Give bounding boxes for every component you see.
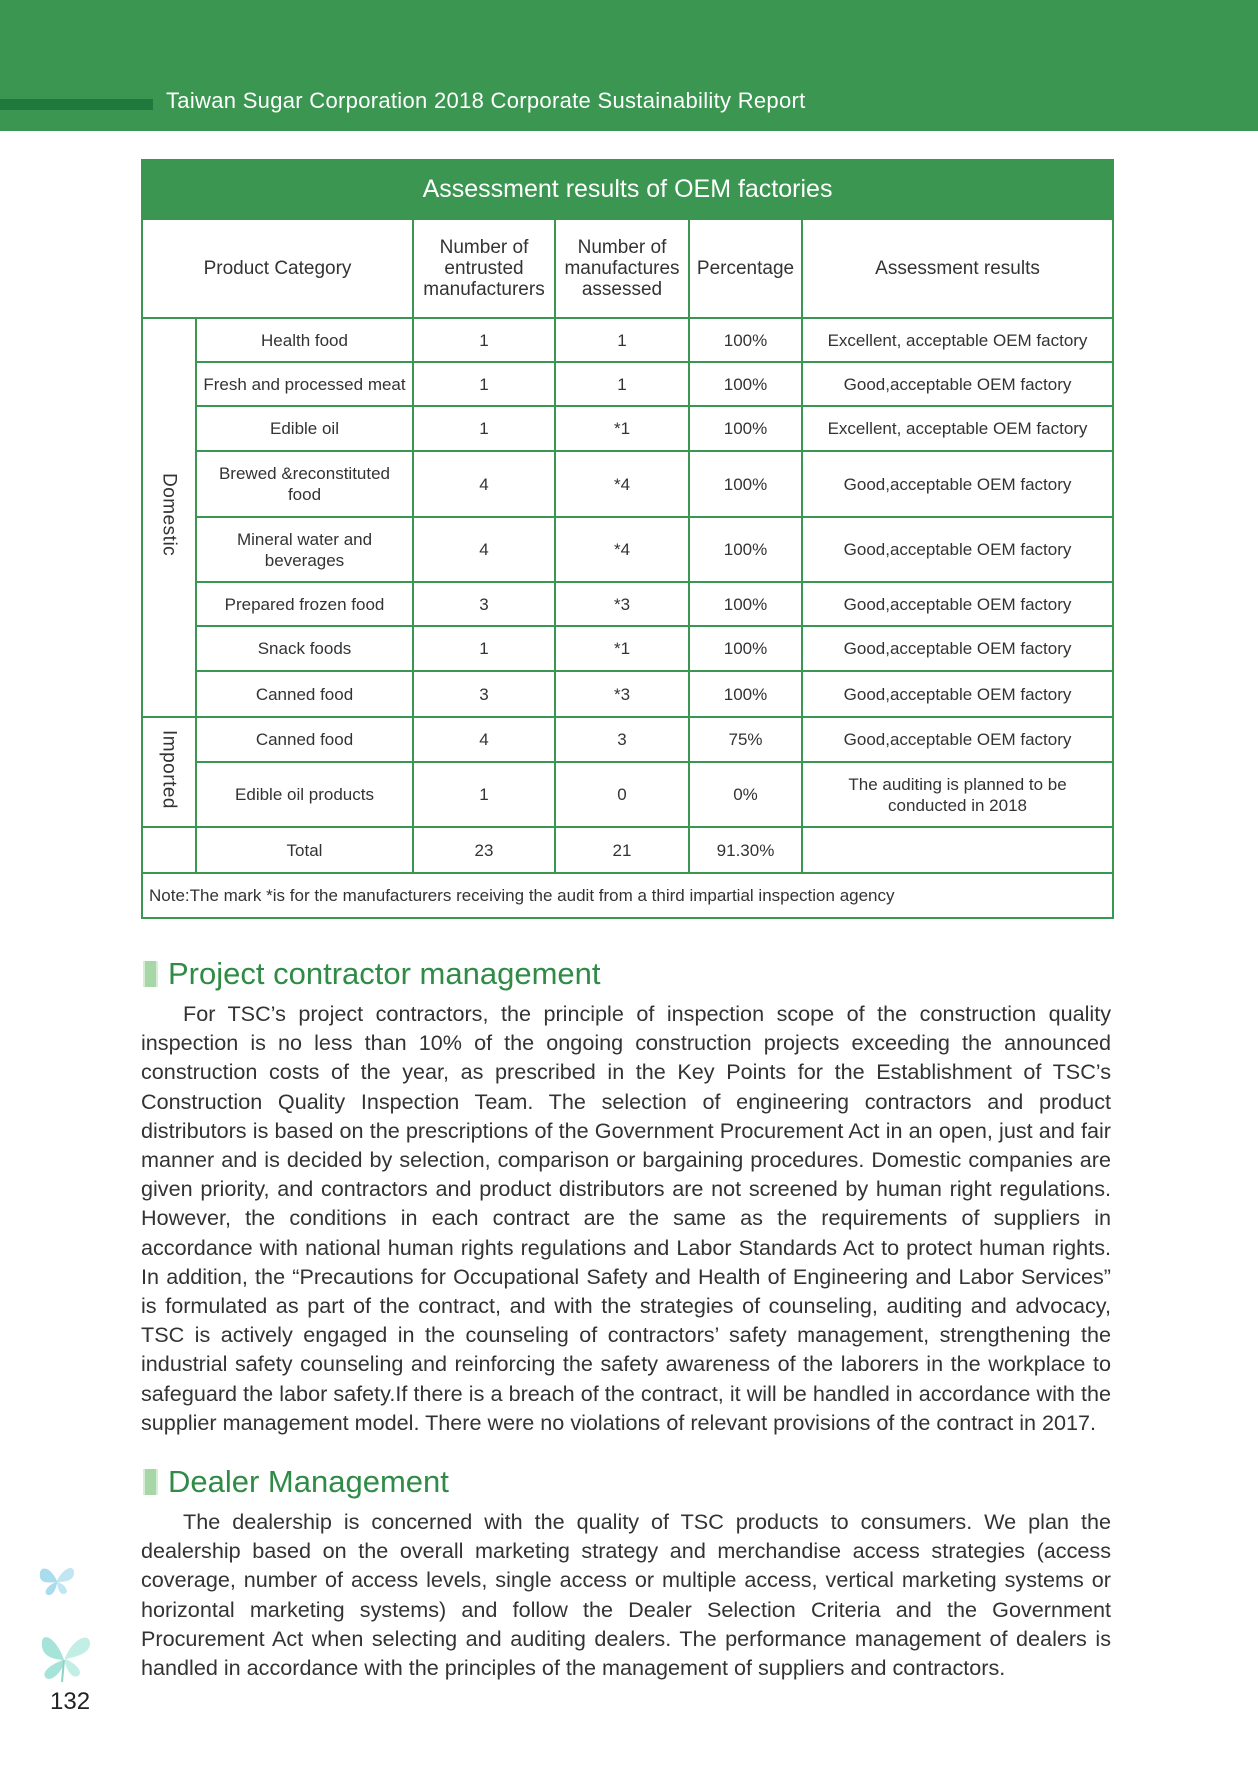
result-cell: Good,acceptable OEM factory — [802, 362, 1113, 406]
column-header: Number of entrusted manufacturers — [413, 219, 555, 318]
result-cell: The auditing is planned to be conducted in 2018 — [802, 762, 1113, 827]
table-row — [142, 762, 1113, 827]
assessed-cell: *3 — [555, 582, 689, 626]
category-cell: Canned food — [196, 671, 413, 717]
section-bar-icon — [143, 961, 158, 987]
category-cell: Edible oil products — [196, 762, 413, 827]
percentage-cell: 100% — [689, 318, 802, 362]
result-cell: Good,acceptable OEM factory — [802, 517, 1113, 582]
table-row — [142, 451, 1113, 517]
blank-cell — [802, 827, 1113, 873]
assessed-cell: *4 — [555, 451, 689, 517]
result-cell: Good,acceptable OEM factory — [802, 626, 1113, 671]
section-heading-text: Project contractor management — [168, 956, 601, 991]
result-cell: Excellent, acceptable OEM factory — [802, 406, 1113, 451]
result-cell: Good,acceptable OEM factory — [802, 671, 1113, 717]
paragraph-project-contractor: For TSC’s project contractors, the principle of inspection scope of the construction quality inspection is no less than 10% of the ongoing construction projects exceeding the announced construction costs of the year, as prescribed in the Key Points for the Establishment of TSC’s Construction Quality Inspection Team. The selection of engineering contractors and product distributors is based on the prescriptions of the Government Procurement Act in an open, just and fair manner and is decided by selection, comparison or bargaining procedures. Domestic companies are given priority, and contractors and product distributors are not screened by human right regulations. However, the conditions in each contract are the same as the requirements of suppliers in accordance with national human rights regulations and Labor Standards Act to protect human rights. In addition, the “Precautions for Occupational Safety and Health of Engineering and Labor Services” is formulated as part of the contract, and with the strategies of counseling, auditing and advocacy, TSC is actively engaged in the counseling of contractors’ safety management, strengthening the industrial safety counseling and reinforcing the safety awareness of the laborers in the workplace to safeguard the labor safety.If there is a breach of the contract, it will be handled in accordance with the supplier management model. There were no violations of relevant provisions of the contract in 2017. — [141, 1001, 1111, 1435]
region-label: Domestic — [158, 473, 180, 557]
total-assessed: 21 — [555, 827, 689, 873]
table-title: Assessment results of OEM factories — [142, 160, 1113, 219]
butterfly-icon — [36, 1563, 78, 1599]
column-header: Percentage — [689, 219, 802, 318]
category-cell: Health food — [196, 318, 413, 362]
entrusted-cell: 4 — [413, 451, 555, 517]
entrusted-cell: 1 — [413, 362, 555, 406]
assessed-cell: 1 — [555, 362, 689, 406]
table-note: Note:The mark *is for the manufacturers receiving the audit from a third impartial inspection agency — [142, 873, 1113, 918]
assessed-cell: 0 — [555, 762, 689, 827]
percentage-cell: 100% — [689, 626, 802, 671]
category-cell: Fresh and processed meat — [196, 362, 413, 406]
result-cell: Excellent, acceptable OEM factory — [802, 318, 1113, 362]
percentage-cell: 0% — [689, 762, 802, 827]
section-heading-project-contractor — [143, 956, 601, 992]
paragraph-dealer: The dealership is concerned with the quality of TSC products to consumers. We plan the dealership based on the overall marketing strategy and merchandise access strategies (access coverage, number of access levels, single access or multiple access, vertical marketing systems or horizontal marketing systems) and follow the Dealer Selection Criteria and the Government Procurement Act when selecting and auditing dealers. The performance management of dealers is handled in accordance with the principles of the management of suppliers and contractors. — [141, 1509, 1111, 1681]
category-cell: Mineral water and beverages — [196, 517, 413, 582]
column-header: Number of manufactures assessed — [555, 219, 689, 318]
entrusted-cell: 3 — [413, 671, 555, 717]
category-cell: Edible oil — [196, 406, 413, 451]
category-cell: Brewed &reconstituted food — [196, 451, 413, 517]
table-row — [142, 671, 1113, 717]
header-accent-line — [0, 99, 153, 110]
entrusted-cell: 4 — [413, 517, 555, 582]
category-cell: Prepared frozen food — [196, 582, 413, 626]
assessed-cell: 3 — [555, 717, 689, 762]
percentage-cell: 100% — [689, 517, 802, 582]
region-domestic — [142, 318, 196, 717]
table-row — [142, 406, 1113, 451]
percentage-cell: 100% — [689, 362, 802, 406]
result-cell: Good,acceptable OEM factory — [802, 582, 1113, 626]
category-cell: Snack foods — [196, 626, 413, 671]
table-row — [142, 318, 1113, 362]
butterfly-icon — [36, 1626, 94, 1686]
blank-cell — [142, 827, 196, 873]
percentage-cell: 100% — [689, 582, 802, 626]
region-label: Imported — [158, 730, 180, 809]
total-label: Total — [196, 827, 413, 873]
oem-assessment-table — [141, 159, 1114, 919]
percentage-cell: 100% — [689, 406, 802, 451]
assessed-cell: *4 — [555, 517, 689, 582]
result-cell: Good,acceptable OEM factory — [802, 451, 1113, 517]
percentage-cell: 100% — [689, 451, 802, 517]
column-header: Assessment results — [802, 219, 1113, 318]
column-header: Product Category — [142, 219, 413, 318]
report-title: Taiwan Sugar Corporation 2018 Corporate Sustainability Report — [166, 88, 806, 113]
table-row — [142, 362, 1113, 406]
assessed-cell: 1 — [555, 318, 689, 362]
result-cell: Good,acceptable OEM factory — [802, 717, 1113, 762]
entrusted-cell: 1 — [413, 626, 555, 671]
category-cell: Canned food — [196, 717, 413, 762]
page-number: 132 — [50, 1688, 91, 1715]
section-bar-icon — [143, 1469, 158, 1495]
total-entrusted: 23 — [413, 827, 555, 873]
percentage-cell: 100% — [689, 671, 802, 717]
total-percentage: 91.30% — [689, 827, 802, 873]
entrusted-cell: 3 — [413, 582, 555, 626]
entrusted-cell: 1 — [413, 762, 555, 827]
percentage-cell: 75% — [689, 717, 802, 762]
table-row — [142, 582, 1113, 626]
region-imported — [142, 717, 196, 827]
total-row — [142, 827, 1113, 873]
entrusted-cell: 1 — [413, 406, 555, 451]
assessed-cell: *3 — [555, 671, 689, 717]
section-heading-text: Dealer Management — [168, 1464, 449, 1499]
assessed-cell: *1 — [555, 406, 689, 451]
table-row — [142, 717, 1113, 762]
entrusted-cell: 4 — [413, 717, 555, 762]
assessed-cell: *1 — [555, 626, 689, 671]
section-heading-dealer — [143, 1464, 449, 1500]
table-row — [142, 517, 1113, 582]
table-row — [142, 626, 1113, 671]
entrusted-cell: 1 — [413, 318, 555, 362]
